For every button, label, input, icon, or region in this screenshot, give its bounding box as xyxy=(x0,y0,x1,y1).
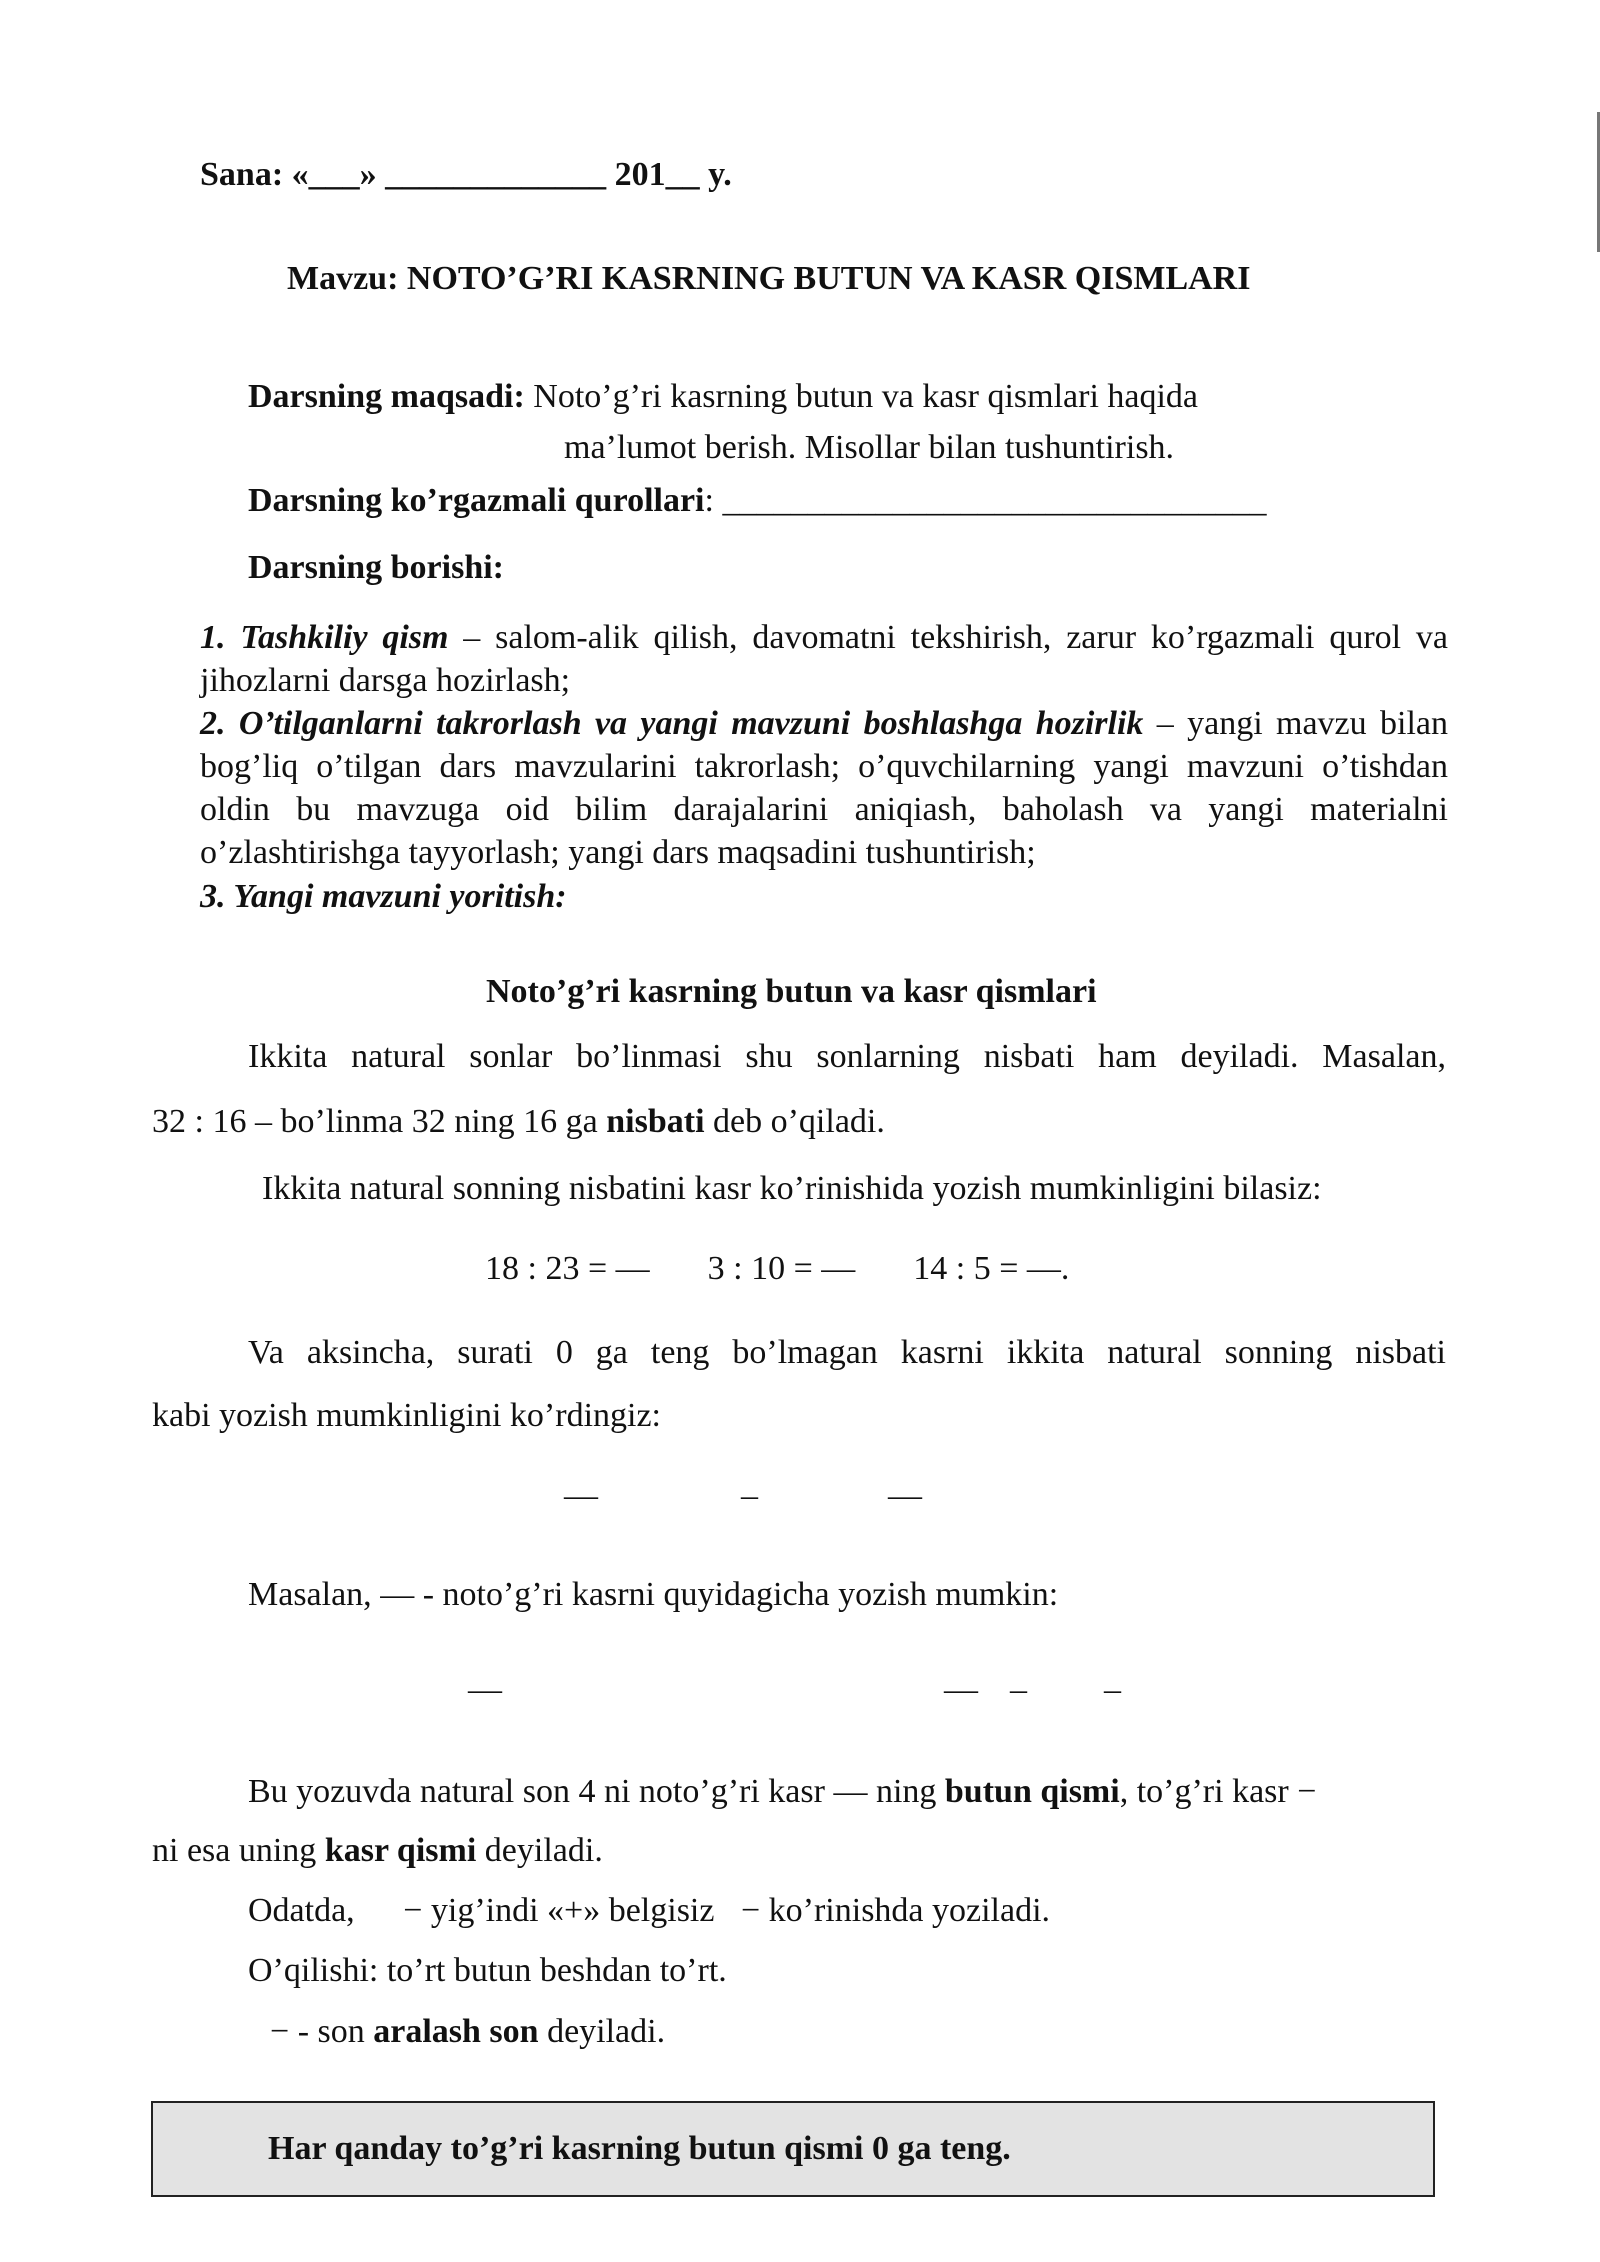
p5-e: deyiladi. xyxy=(476,1832,603,1869)
tools-line xyxy=(248,479,1266,522)
fraction-bar-11: – xyxy=(1104,1671,1121,1708)
paragraph-3-line-2: kabi yozish mumkinligini ko’rdingiz: xyxy=(152,1397,662,1434)
p6-a: Odatda, xyxy=(248,1892,364,1929)
fraction-bar-6: — xyxy=(888,1477,922,1514)
p5-b: ning xyxy=(867,1773,945,1810)
ratio-3: 14 : 5 = xyxy=(913,1250,1027,1287)
minus-2: − xyxy=(403,1892,423,1929)
step-1-title: 1. Tashkiliy qism xyxy=(200,619,449,656)
section-title: Noto’g’ri kasrning butun va kasr qismlari xyxy=(486,973,1097,1010)
p4-start: Masalan, xyxy=(248,1576,381,1613)
goal-line-1 xyxy=(248,375,1198,418)
butun-qismi-term: butun qismi xyxy=(944,1773,1120,1810)
ratio-end: . xyxy=(1060,1250,1070,1287)
step-2-title: 2. O’tilganlarni takrorlash va yangi mavzuni boshlashga hozirlik xyxy=(200,705,1144,742)
p5-c: , to’g’ri kasr xyxy=(1119,1773,1298,1810)
rule-callout-text: Har qanday to’g’ri kasrning butun qismi 0 ga teng. xyxy=(268,2130,1011,2167)
p8-a: - son xyxy=(289,2013,374,2050)
step-1-text: – salom-alik qilish, davomatni tekshirish, zarur ko’rgazmali qurol va jihozlarni darsga hozirlash; xyxy=(200,619,1449,699)
step-2-text: – yangi mavzu bilan bog’liq o’tilgan dars mavzularini takrorlash; o’quvchilarning yangi mavzuni o’tishdan oldin bu mavzuga oid bilim darajalarini aniqiash, baholash va yangi materialni o’zlashtirishga tayyorlash; yangi dars maqsadini tushuntirish; xyxy=(200,705,1448,871)
paragraph-1-line-2 xyxy=(152,1100,885,1143)
paragraph-8 xyxy=(270,2010,665,2053)
paragraph-5-line-2 xyxy=(152,1829,603,1872)
tools-label: Darsning ko’rgazmali qurollari xyxy=(248,482,705,519)
p1-end: deb o’qiladi. xyxy=(704,1103,885,1140)
paragraph-6 xyxy=(248,1889,1050,1932)
ratio-1: 18 : 23 = xyxy=(485,1250,616,1287)
goal-line-2: ma’lumot berish. Misollar bilan tushuntirish. xyxy=(564,429,1175,466)
goal-label: Darsning maqsadi: xyxy=(248,378,525,415)
paragraph-7: O’qilishi: to’rt butun beshdan to’rt. xyxy=(248,1952,727,1989)
topic-title: Mavzu: NOTO’G’RI KASRNING BUTUN VA KASR QISMLARI xyxy=(287,260,1251,297)
p5-a: Bu yozuvda natural son 4 ni noto’g’ri kasr xyxy=(248,1773,834,1810)
paragraph-5-line-1 xyxy=(248,1770,1316,1813)
fraction-bar-12: — xyxy=(833,1773,868,1810)
p5-d: ni esa uning xyxy=(152,1832,325,1869)
paragraph-1-line-1: Ikkita natural sonlar bo’linmasi shu sonlarning nisbati ham deyiladi. Masalan, xyxy=(248,1038,1446,1075)
fraction-bar-5: – xyxy=(741,1477,758,1514)
fraction-bar-2: — xyxy=(821,1250,856,1287)
paragraph-2: Ikkita natural sonning nisbatini kasr ko’rinishida yozish mumkinligini bilasiz: xyxy=(262,1170,1322,1207)
goal-text-1: Noto’g’ri kasrning butun va kasr qismlari haqida xyxy=(524,378,1199,415)
fraction-bar-9: — xyxy=(944,1671,978,1708)
step-3-title: 3. Yangi mavzuni yoritish: xyxy=(200,878,567,915)
fraction-bar-7: — xyxy=(380,1576,415,1613)
ratio-examples xyxy=(485,1247,1069,1290)
course-label: Darsning borishi: xyxy=(248,549,504,586)
p8-b: deyiladi. xyxy=(538,2013,666,2050)
date-line: Sana: «___» _____________ 201__ y. xyxy=(200,156,732,193)
paragraph-3-line-1: Va aksincha, surati 0 ga teng bo’lmagan kasrni ikkita natural sonning nisbati xyxy=(248,1334,1446,1371)
ratio-2: 3 : 10 = xyxy=(707,1250,822,1287)
rule-callout-box xyxy=(151,2101,1435,2197)
minus-4: − xyxy=(270,2013,290,2050)
p6-c: ko’rinishda yoziladi. xyxy=(760,1892,1051,1929)
tools-text: : ________________________________ xyxy=(704,482,1267,519)
kasr-qismi-term: kasr qismi xyxy=(324,1832,477,1869)
aralash-son-term: aralash son xyxy=(373,2013,539,2050)
paragraph-4 xyxy=(248,1573,1058,1616)
nisbati-term: nisbati xyxy=(606,1103,705,1140)
fraction-bar-8: — xyxy=(468,1671,502,1708)
fraction-bar-3: — xyxy=(1026,1250,1061,1287)
step-1 xyxy=(200,616,1448,702)
fraction-bar-1: — xyxy=(615,1250,650,1287)
minus-1: − xyxy=(1297,1773,1317,1810)
p4-end: - noto’g’ri kasrni quyidagicha yozish mumkin: xyxy=(414,1576,1059,1613)
step-2 xyxy=(200,702,1448,874)
p1-text: 32 : 16 – bo’linma 32 ning 16 ga xyxy=(152,1103,607,1140)
fraction-bar-4: — xyxy=(564,1477,598,1514)
fraction-bar-10: – xyxy=(1010,1671,1027,1708)
minus-3: − xyxy=(740,1892,761,1929)
p6-b: yig’indi «+» belgisiz xyxy=(422,1892,723,1929)
